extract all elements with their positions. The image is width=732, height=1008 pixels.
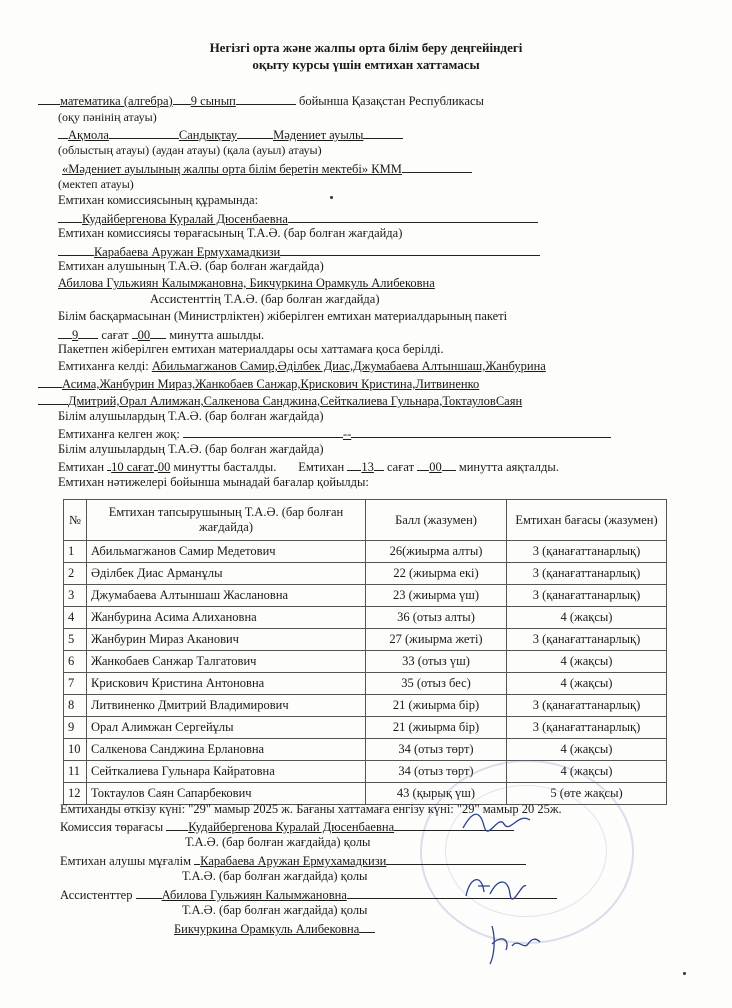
exam-time-line [58,458,559,474]
row-name: Әділбек Диас Арманұлы [87,563,366,585]
chair-name: Карабаева Аружан Ермухамадкизи [94,245,281,259]
village-value: Мәдениет ауылы [273,128,364,142]
assistant-1-name: Абилова Гульжиян Калымжановна [161,888,347,902]
teacher-sign-line [60,852,526,868]
document-title-line-1: Негізгі орта және жалпы орта білім беру деңгейіндегі [209,40,523,55]
row-score: 36 (отыз алты) [366,607,507,629]
table-body [64,541,667,805]
row-number: 2 [64,563,87,585]
grade-value: 9 сынып [190,94,236,108]
region-value: Ақмола [68,128,109,142]
row-name: Жанбурин Мираз Аканович [87,629,366,651]
row-name: Орал Алимжан Сергейұлы [87,717,366,739]
absent-label: Емтиханға келген жоқ: [58,427,180,441]
table-row [64,695,667,717]
row-grade: 4 (жақсы) [507,651,667,673]
chair-sign-hint: Т.А.Ә. (бар болған жағдайда) қолы [185,835,371,849]
attended-line-1 [58,359,546,373]
document-title-line-2: оқыту курсы үшін емтихан хаттамасы [252,57,480,72]
assistants-sign-hint: Т.А.Ә. (бар болған жағдайда) қолы [182,903,368,917]
row-score: 43 (қырық үш) [366,783,507,805]
row-grade: 3 (қанағаттанарлық) [507,717,667,739]
row-name: Крискович Кристина Антоновна [87,673,366,695]
row-grade: 4 (жақсы) [507,607,667,629]
commission-member: Кудайбергенова Куралай Дюсенбаевна [82,212,288,226]
school-value: «Мәдениет ауылының жалпы орта білім беретін мектебі» КММ [62,162,402,176]
hour-word: сағат [101,328,129,342]
end-hour-word: сағат [386,460,415,474]
students-hint: Білім алушылардың Т.А.Ә. (бар болған жағдайда) [58,409,324,423]
school-hint: (мектеп атауы) [58,177,134,191]
row-grade: 5 (өте жақсы) [507,783,667,805]
attended-label: Емтиханға келді: [58,359,149,373]
row-grade: 3 (қанағаттанарлық) [507,541,667,563]
row-number: 5 [64,629,87,651]
row-number: 10 [64,739,87,761]
teacher-sign-hint: Т.А.Ә. (бар болған жағдайда) қолы [182,869,368,883]
assistant-2-name: Бикчуркина Орамкуль Алибековна [174,922,360,936]
package-time-line [58,326,264,342]
table-row [64,563,667,585]
results-label: Емтихан нәтижелері бойынша мынадай бағалар қойылды: [58,475,369,489]
row-score: 33 (отыз үш) [366,651,507,673]
row-score: 21 (жиырма бір) [366,717,507,739]
attended-names-3 [38,392,522,408]
row-number: 4 [64,607,87,629]
scan-speck [683,972,686,975]
row-score: 34 (отыз төрт) [366,739,507,761]
results-table [63,499,667,805]
row-name: Литвиненко Дмитрий Владимирович [87,695,366,717]
row-grade: 3 (қанағаттанарлық) [507,629,667,651]
row-score: 23 (жиырма үш) [366,585,507,607]
attach-note: Пакетпен жіберілген емтихан материалдары осы хаттамаға қоса берілді. [58,342,444,356]
subject-value: математика (алгебра) [60,94,173,108]
table-row [64,673,667,695]
attended-names-1: Абильмагжанов Самир,Әділбек Диас,Джумабаева Алтыншаш,Жанбурина [151,359,546,373]
package-hour: 9 [72,328,79,342]
chair-name-line [58,243,540,259]
absent-value: -- [342,427,352,441]
table-row [64,651,667,673]
assistant-label: Ассистенттің Т.А.Ә. (бар болған жағдайда) [150,292,380,306]
absent-line [58,425,611,441]
teacher-sign-label: Емтихан алушы мұғалім [60,854,192,868]
start-label: Емтихан [58,460,105,474]
row-name: Джумабаева Алтыншаш Жаслановна [87,585,366,607]
row-grade: 3 (қанағаттанарлық) [507,563,667,585]
row-grade: 3 (қанағаттанарлық) [507,695,667,717]
assistant-2-line [174,920,375,936]
row-number: 6 [64,651,87,673]
row-score: 26(жиырма алты) [366,541,507,563]
table-row [64,739,667,761]
header-number: № [64,500,87,541]
row-name: Сейткалиева Гульнара Кайратовна [87,761,366,783]
row-number: 7 [64,673,87,695]
row-grade: 3 (қанағаттанарлық) [507,585,667,607]
end-suffix: минутта аяқталды. [458,460,559,474]
row-score: 34 (отыз төрт) [366,761,507,783]
row-number: 12 [64,783,87,805]
table-header-row [64,500,667,541]
row-grade: 4 (жақсы) [507,761,667,783]
commission-label: Емтихан комиссиясының құрамында: [58,193,259,207]
row-score: 22 (жиырма екі) [366,563,507,585]
assistant-2-signature [484,920,544,970]
teacher-sign-name: Карабаева Аружан Ермухамадкизи [200,854,387,868]
end-min: 00 [429,460,442,474]
start-suffix: минутты басталды. [173,460,277,474]
row-score: 35 (отыз бес) [366,673,507,695]
exam-date-line: Емтиханды өткізу күні: "29" мамыр 2025 ж. Бағаны хаттамаға енгізу күні: "29" мамыр 20 25ж. [60,802,562,816]
start-hour: 10 сағат [111,460,154,474]
chair-sign-label: Комиссия төрағасы [60,820,164,834]
students-hint-2: Білім алушылардың Т.А.Ә. (бар болған жағдайда) [58,442,324,456]
row-score: 27 (жиырма жеті) [366,629,507,651]
assistants-value: Абилова Гульжиян Калымжановна, Бикчуркина Орамкуль Алибековна [58,276,435,290]
assistants-sign-label: Ассистенттер [60,888,133,902]
attended-names-2-text: Асима,Жанбурин Мираз,Жанкобаев Санжар,Крискович Кристина,Литвиненко [62,377,480,391]
row-name: Абильмагжанов Самир Медетович [87,541,366,563]
table-row [64,717,667,739]
row-number: 8 [64,695,87,717]
row-grade: 4 (жақсы) [507,739,667,761]
row-number: 11 [64,761,87,783]
header-grade: Емтихан бағасы (жазумен) [507,500,667,541]
row-score: 21 (жиырма бір) [366,695,507,717]
assistant-1-signature [460,872,530,902]
row-number: 1 [64,541,87,563]
subject-line [38,92,484,108]
table-row [64,541,667,563]
end-label: Емтихан [298,460,345,474]
row-name: Салкенова Санджина Ерлановна [87,739,366,761]
location-hint: (облыстың атауы) (аудан атауы) (қала (ауыл) атауы) [58,143,322,157]
scan-speck [330,196,333,199]
table-row [64,585,667,607]
chair-label: Емтихан комиссиясы төрағасының Т.А.Ә. (бар болған жағдайда) [58,226,403,240]
package-min: 00 [137,328,151,342]
chair-signature [458,808,538,834]
end-hour: 13 [361,460,374,474]
table-row [64,629,667,651]
school-line [62,160,472,176]
chair-sign-line [60,818,514,834]
package-label: Білім басқармасынан (Министрліктен) жіберілген емтихан материалдарының пакеті [58,309,508,323]
attended-names-3-text: Дмитрий,Орал Алимжан,Салкенова Санджина,Сейткалиева Гульнара,ТоктауловСаян [68,394,523,408]
commission-member-line [58,210,538,226]
attended-names-2 [38,375,479,391]
header-name: Емтихан тапсырушының Т.А.Ә. (бар болған жағдайда) [87,500,366,541]
row-name: Жанкобаев Санжар Талгатович [87,651,366,673]
location-line [58,126,403,142]
taker-label: Емтихан алушының Т.А.Ә. (бар болған жағдайда) [58,259,324,273]
district-value: Сандықтау [178,128,238,142]
table-row [64,607,667,629]
row-name: Жанбурина Асима Алихановна [87,607,366,629]
row-name: Токтаулов Саян Сапарбекович [87,783,366,805]
header-score: Балл (жазумен) [366,500,507,541]
subject-hint: (оқу пәнінің атауы) [58,110,157,124]
row-grade: 4 (жақсы) [507,673,667,695]
row-number: 9 [64,717,87,739]
row-number: 3 [64,585,87,607]
chair-sign-name: Кудайбергенова Куралай Дюсенбаевна [188,820,395,834]
start-min: 00 [157,460,171,474]
country-text: бойынша Қазақстан Республикасы [298,94,484,108]
package-suffix: минутта ашылды. [169,328,265,342]
